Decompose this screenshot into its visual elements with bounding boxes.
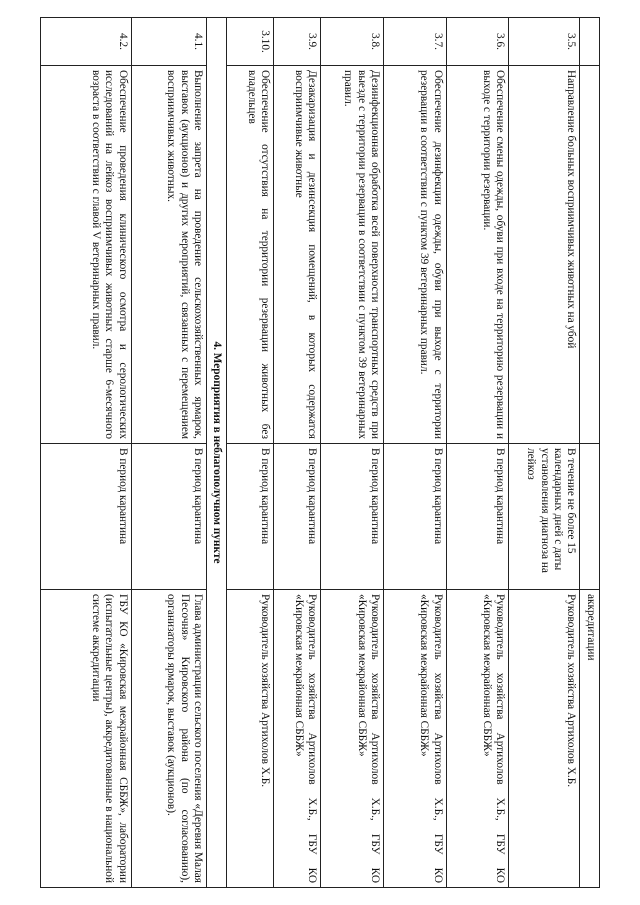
cell-measure: Обеспечение проведения клинического осмотра и серологических исследований на лейкоз восприимчивых животных старше 6-месячного возраста в соответствии с главой V ветеринарных правил.: [41, 66, 132, 444]
quarantine-measures-table: [40, 17, 600, 888]
cell-num: 4.2.: [41, 18, 132, 66]
cell-num: 3.9.: [273, 18, 320, 66]
cell-responsible: Руководитель хозяйства Артихолов Х.Б., ГБУ КО «Кировская межрайонная СББЖ»: [383, 590, 446, 888]
table-row: [131, 18, 206, 888]
section-title: 4. Мероприятия в неблагополучном пункте: [207, 18, 226, 888]
table-row-top: [580, 18, 600, 888]
cell-measure: Обеспечение смены одежды, обуви при входе на территорию резервации и выходе с территории резервации.: [446, 66, 509, 444]
cell-term: В течение не более 15 календарных дней с даты установления диагноза на лейкоз: [509, 444, 580, 590]
cell-num: 3.5.: [509, 18, 580, 66]
cell-term: В период карантина: [446, 444, 509, 590]
cell-term: [580, 444, 600, 590]
section-row: [207, 18, 226, 888]
cell-measure: Обеспечение дезинфекции одежды, обуви при выходе с территории резервации в соответствии с пунктом 39 ветеринарных правил.: [383, 66, 446, 444]
cell-num: 3.10.: [226, 18, 273, 66]
cell-measure: Обеспечение отсутствия на территории резервации животных без владельцев: [226, 66, 273, 444]
table-row: [273, 18, 320, 888]
cell-num: [580, 18, 600, 66]
table-row: [226, 18, 273, 888]
cell-measure: Дезакаризация и дезинсекция помещений, в которых содержатся восприимчивые животные: [273, 66, 320, 444]
table-row: [509, 18, 580, 888]
table-row: [446, 18, 509, 888]
cell-term: В период карантина: [41, 444, 132, 590]
cell-measure: Направление больных восприимчивых животных на убой: [509, 66, 580, 444]
cell-num: 3.8.: [321, 18, 384, 66]
table-row: [321, 18, 384, 888]
cell-measure: Дезинфекционная обработка всей поверхности транспортных средств при выезде с территории резервации в соответствии с пунктом 39 ветеринарных правил.: [321, 66, 384, 444]
cell-term: В период карантина: [273, 444, 320, 590]
cell-responsible: Руководитель хозяйства Артихолов Х.Б.: [509, 590, 580, 888]
cell-responsible: аккредитации: [580, 590, 600, 888]
cell-measure: [580, 66, 600, 444]
cell-term: В период карантина: [226, 444, 273, 590]
cell-responsible: Руководитель хозяйства Артихолов Х.Б., ГБУ КО «Кировская межрайонная СББЖ»: [273, 590, 320, 888]
cell-responsible: Глава администрации сельского поселения «Деревня Малая Песочня» Кировского района (по согласованию), организаторы ярмарок, выставок (аукционов).: [131, 590, 206, 888]
cell-num: 3.7.: [383, 18, 446, 66]
table-row: [41, 18, 132, 888]
cell-num: 3.6.: [446, 18, 509, 66]
cell-responsible: Руководитель хозяйства Артихолов Х.Б., ГБУ КО «Кировская межрайонная СББЖ»: [446, 590, 509, 888]
cell-term: В период карантина: [321, 444, 384, 590]
rotated-table-wrapper: [40, 17, 600, 887]
cell-responsible: Руководитель хозяйства Артихолов Х.Б., ГБУ КО «Кировская межрайонная СББЖ»: [321, 590, 384, 888]
cell-term: В период карантина: [131, 444, 206, 590]
cell-num: 4.1.: [131, 18, 206, 66]
table-row: [383, 18, 446, 888]
cell-measure: Выполнение запрета на проведение сельскохозяйственных ярмарок, выставок (аукционов) и других мероприятий, связанных с перемещением восприимчивых животных.: [131, 66, 206, 444]
cell-responsible: ГБУ КО «Кировская межрайонная СББЖ», лаборатории (испытательные центры), аккредитованные в национальной системе аккредитации: [41, 590, 132, 888]
cell-term: В период карантина: [383, 444, 446, 590]
cell-responsible: Руководитель хозяйства Артихолов Х.Б.: [226, 590, 273, 888]
